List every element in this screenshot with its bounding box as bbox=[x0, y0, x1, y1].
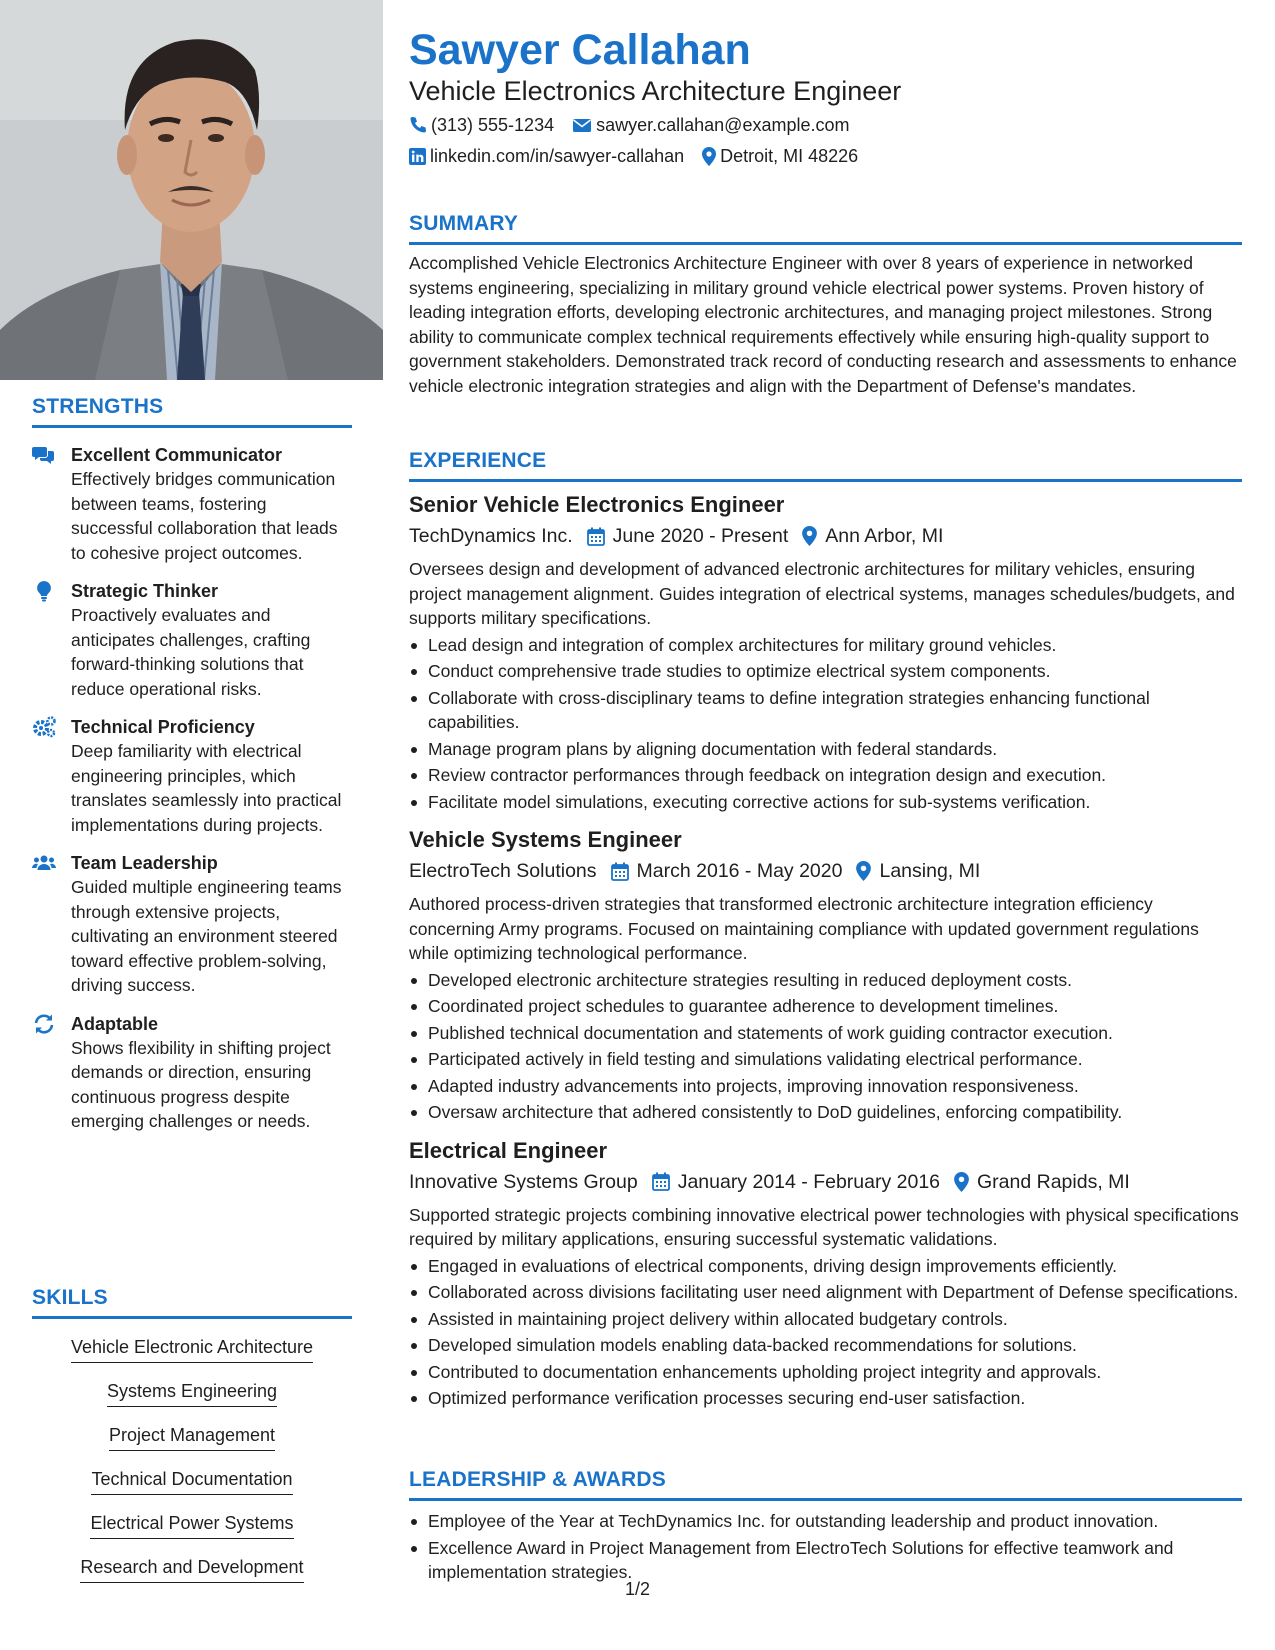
list-item: Contributed to documentation enhancements upholding project integrity and approvals. bbox=[409, 1360, 1242, 1385]
calendar-icon bbox=[587, 527, 605, 546]
map-pin-icon bbox=[856, 861, 871, 881]
job-title: Senior Vehicle Electronics Engineer bbox=[409, 492, 785, 517]
users-icon bbox=[32, 852, 56, 874]
phone-contact[interactable] bbox=[409, 113, 554, 137]
strength-title: Adaptable bbox=[71, 1013, 159, 1034]
envelope-icon bbox=[572, 117, 592, 133]
summary-text: Accomplished Vehicle Electronics Architecture Engineer with over 8 years of experience in networked systems engineering, specializing in military ground vehicle electrical power systems. Proven history of leading integration efforts, developing electronic architectures, and managing project milestones. Strong ability to communicate complex technical requirements effectively while ensuring high-quality support to government stakeholders. Demonstrated track record of conducting research and assessments to enhance vehicle electronic integration strategies and align with the Department of Defense's mandates. bbox=[409, 253, 1237, 396]
strength-item bbox=[32, 715, 352, 837]
job-meta bbox=[409, 523, 1242, 549]
list-item: Engaged in evaluations of electrical components, driving design improvements efficiently. bbox=[409, 1254, 1242, 1279]
job-description: Supported strategic projects combining innovative electrical power technologies with physical specifications required by military applications, ensuring successful systematic validations. bbox=[409, 1204, 1239, 1249]
job-meta bbox=[409, 1169, 1242, 1195]
strength-item bbox=[32, 851, 352, 998]
job-location: Grand Rapids, MI bbox=[977, 1170, 1130, 1193]
company-name: ElectroTech Solutions bbox=[409, 860, 597, 882]
profile-photo bbox=[0, 0, 383, 380]
map-pin-icon bbox=[954, 1172, 969, 1192]
section-divider bbox=[409, 242, 1242, 245]
strength-title: Strategic Thinker bbox=[71, 581, 219, 601]
strength-item bbox=[32, 579, 352, 701]
skill-tag: Systems Engineering bbox=[107, 1379, 277, 1407]
list-item: Participated actively in field testing and simulations validating electrical performance. bbox=[409, 1047, 1242, 1072]
contact-row bbox=[409, 144, 876, 168]
list-item: Facilitate model simulations, executing corrective actions for sub-systems verification. bbox=[409, 790, 1242, 815]
job-location: Lansing, MI bbox=[879, 860, 981, 882]
strength-title: Excellent Communicator bbox=[71, 445, 283, 465]
sidebar bbox=[0, 0, 383, 1650]
calendar-icon bbox=[652, 1172, 670, 1191]
map-pin-icon bbox=[802, 526, 817, 546]
strength-item bbox=[32, 443, 352, 565]
email-contact[interactable] bbox=[572, 113, 849, 137]
strength-desc: Proactively evaluates and anticipates challenges, crafting forward-thinking solutions that reduce operational risks. bbox=[71, 605, 311, 699]
phone-text: (313) 555-1234 bbox=[431, 115, 555, 135]
list-item: Collaborated across divisions facilitating user need alignment with Department of Defense specifications. bbox=[409, 1280, 1242, 1305]
sync-icon bbox=[32, 1013, 56, 1035]
email-text: sawyer.callahan@example.com bbox=[596, 115, 850, 135]
list-item: Conduct comprehensive trade studies to optimize electrical system components. bbox=[409, 659, 1242, 684]
candidate-name: Sawyer Callahan bbox=[409, 26, 751, 74]
section-divider bbox=[32, 1316, 352, 1319]
location-text: Detroit, MI 48226 bbox=[720, 146, 859, 166]
linkedin-contact[interactable] bbox=[409, 144, 684, 168]
strength-desc: Guided multiple engineering teams through extensive projects, cultivating an environment steered toward effective problem-solving, driving success. bbox=[71, 877, 342, 995]
job-entry bbox=[409, 491, 1242, 814]
list-item: Published technical documentation and statements of work guiding contractor execution. bbox=[409, 1021, 1242, 1046]
awards-title: LEADERSHIP & AWARDS bbox=[409, 1468, 666, 1491]
job-entry bbox=[409, 826, 1242, 1125]
skill-tag: Technical Documentation bbox=[91, 1467, 292, 1495]
skills-list bbox=[32, 1329, 352, 1583]
experience-title: EXPERIENCE bbox=[409, 449, 547, 472]
comments-icon bbox=[32, 444, 56, 466]
contact-row bbox=[409, 113, 867, 137]
job-location: Ann Arbor, MI bbox=[825, 525, 944, 547]
strength-title: Team Leadership bbox=[71, 853, 218, 873]
company-name: TechDynamics Inc. bbox=[409, 525, 573, 547]
list-item: Manage program plans by aligning documentation with federal standards. bbox=[409, 737, 1242, 762]
list-item: Review contractor performances through feedback on integration design and execution. bbox=[409, 763, 1242, 788]
list-item: Developed electronic architecture strategies resulting in reduced deployment costs. bbox=[409, 968, 1242, 993]
list-item: Oversaw architecture that adhered consistently to DoD guidelines, enforcing compatibility. bbox=[409, 1100, 1242, 1125]
linkedin-icon bbox=[409, 148, 426, 165]
summary-section bbox=[409, 211, 1242, 398]
strength-desc: Shows flexibility in shifting project demands or direction, ensuring continuous progress despite emerging challenges or needs. bbox=[71, 1037, 331, 1131]
job-title: Vehicle Systems Engineer bbox=[409, 827, 682, 852]
job-bullets bbox=[409, 633, 1242, 815]
list-item: Assisted in maintaining project delivery within allocated budgetary controls. bbox=[409, 1307, 1242, 1332]
map-pin-icon bbox=[702, 147, 716, 166]
list-item: Coordinated project schedules to guarantee adherence to development timelines. bbox=[409, 994, 1242, 1019]
job-dates: January 2014 - February 2016 bbox=[677, 1170, 941, 1193]
job-entry bbox=[409, 1137, 1242, 1411]
company-name: Innovative Systems Group bbox=[409, 1170, 638, 1193]
section-divider bbox=[409, 479, 1242, 482]
calendar-icon bbox=[611, 862, 629, 881]
page-number: 1/2 bbox=[625, 1579, 651, 1599]
job-description: Authored process-driven strategies that transformed electronic architecture integration efficiency concerning Army programs. Focused on maintaining compliance with updated government regulations while optimizing technological performance. bbox=[409, 894, 1199, 963]
skill-tag: Vehicle Electronic Architecture bbox=[71, 1335, 313, 1363]
strength-desc: Deep familiarity with electrical engineering principles, which translates seamlessly into practical implementations during projects. bbox=[71, 741, 342, 835]
strengths-section bbox=[32, 394, 352, 1134]
list-item: Excellence Award in Project Management from ElectroTech Solutions for effective teamwork and implementation strategies. bbox=[409, 1536, 1242, 1585]
job-bullets bbox=[409, 968, 1242, 1125]
list-item: Optimized performance verification processes securing end-user satisfaction. bbox=[409, 1386, 1242, 1411]
strengths-title: STRENGTHS bbox=[32, 395, 164, 418]
job-dates: March 2016 - May 2020 bbox=[636, 860, 843, 882]
skills-title: SKILLS bbox=[32, 1286, 108, 1309]
awards-bullets bbox=[409, 1509, 1242, 1585]
job-dates: June 2020 - Present bbox=[612, 525, 789, 547]
list-item: Lead design and integration of complex architectures for military ground vehicles. bbox=[409, 633, 1242, 658]
list-item: Developed simulation models enabling data-backed recommendations for solutions. bbox=[409, 1333, 1242, 1358]
strength-title: Technical Proficiency bbox=[71, 717, 255, 737]
summary-title: SUMMARY bbox=[409, 212, 519, 235]
job-meta bbox=[409, 858, 1242, 884]
phone-icon bbox=[409, 116, 427, 134]
section-divider bbox=[32, 425, 352, 428]
candidate-headline: Vehicle Electronics Architecture Engineer bbox=[409, 76, 902, 106]
list-item: Collaborate with cross-disciplinary teams to define integration strategies enhancing functional capabilities. bbox=[409, 686, 1242, 735]
experience-section bbox=[409, 448, 1242, 1411]
job-bullets bbox=[409, 1254, 1242, 1411]
list-item: Adapted industry advancements into projects, improving innovation responsiveness. bbox=[409, 1074, 1242, 1099]
list-item: Employee of the Year at TechDynamics Inc. for outstanding leadership and product innovation. bbox=[409, 1509, 1242, 1534]
strength-item bbox=[32, 1012, 352, 1134]
awards-section bbox=[409, 1467, 1242, 1585]
section-divider bbox=[409, 1498, 1242, 1501]
skill-tag: Research and Development bbox=[80, 1555, 303, 1583]
skills-section bbox=[32, 1285, 352, 1583]
job-title: Electrical Engineer bbox=[409, 1137, 608, 1163]
skill-tag: Electrical Power Systems bbox=[90, 1511, 293, 1539]
linkedin-text: linkedin.com/in/sawyer-callahan bbox=[430, 146, 685, 166]
location-contact bbox=[702, 144, 858, 168]
gears-icon bbox=[32, 716, 56, 738]
strength-desc: Effectively bridges communication between teams, fostering successful collaboration that leads to cohesive project outcomes. bbox=[71, 469, 338, 563]
job-description: Oversees design and development of advanced electronic architectures for military vehicles, ensuring project management alignment. Guides integration of electrical systems, manages schedules/budgets, and supports military specifications. bbox=[409, 559, 1235, 628]
lightbulb-icon bbox=[32, 580, 56, 602]
skill-tag: Project Management bbox=[109, 1423, 275, 1451]
